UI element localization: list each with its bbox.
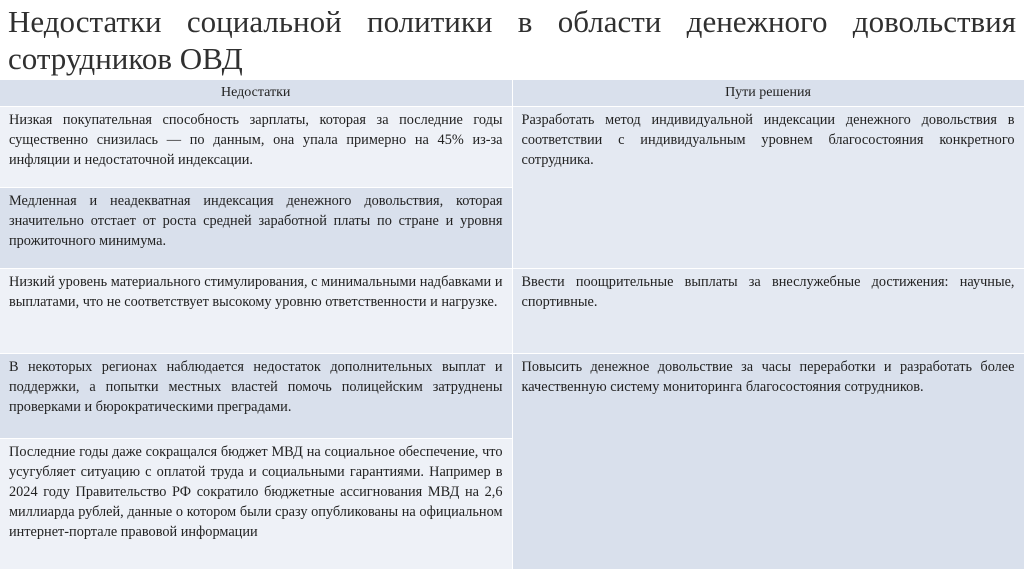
page-title: Недостатки социальной политики в области денежного довольствия сотрудников ОВД [8,4,1016,76]
problems-solutions-table [0,80,1024,569]
solution-cell: Ввести поощрительные выплаты за внеслужебные достижения: научные, спортивные. [512,269,1024,354]
problem-cell: В некоторых регионах наблюдается недостаток дополнительных выплат и поддержки, а попытки местных властей помочь полицейским затруднены проверками и бюрократическими преградами. [0,354,512,439]
solution-cell: Разработать метод индивидуальной индексации денежного довольствия в соответствии с индивидуальным уровнем благосостояния конкретного сотрудника. [512,107,1024,269]
table-row [0,107,1024,188]
problem-cell: Последние годы даже сокращался бюджет МВД на социальное обеспечение, что усугубляет ситуацию с оплатой труда и социальными гарантиями. Например в 2024 году Правительство РФ сократило бюджетные ассигнования МВД на 2,6 миллиарда рублей, данные о котором были сразу опубликованы на официальном интернет-портале правовой информации [0,439,512,570]
table-row [0,354,1024,439]
problem-cell: Низкий уровень материального стимулирования, с минимальными надбавками и выплатами, что не соответствует высокому уровню ответственности и нагрузке. [0,269,512,354]
table-header-row [0,80,1024,107]
solution-cell: Повысить денежное довольствие за часы переработки и разработать более качественную систему мониторинга благосостояния сотрудников. [512,354,1024,570]
problem-cell: Медленная и неадекватная индексация денежного довольствия, которая значительно отстает от роста средней заработной платы по стране и уровня прожиточного минимума. [0,188,512,269]
table-row [0,269,1024,354]
problem-cell: Низкая покупательная способность зарплаты, которая за последние годы существенно снизилась — по данным, она упала примерно на 45% из-за инфляции и недостаточной индексации. [0,107,512,188]
header-solutions: Пути решения [512,80,1024,107]
header-problems: Недостатки [0,80,512,107]
